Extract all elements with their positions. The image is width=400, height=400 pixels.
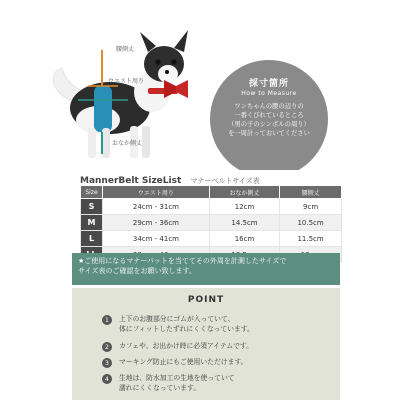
measure-line: を一周計っておいてください — [228, 130, 310, 138]
point-text — [119, 358, 332, 368]
point-item — [102, 342, 332, 352]
label-waist: ウエスト周り — [108, 78, 145, 85]
point-item — [102, 358, 332, 368]
point-number: 2 — [102, 342, 112, 352]
size-cell: L — [81, 231, 103, 247]
back-cell: 9cm — [280, 199, 342, 215]
measure-subtitle: How to Measure — [241, 90, 297, 97]
point-line: 上下のお腹部分にゴムが入っていて、 — [119, 315, 235, 323]
label-back-length: 腰側丈 — [116, 46, 135, 53]
note-line: サイズ表のご確認をお願い致します。 — [78, 267, 196, 276]
point-text — [119, 315, 332, 335]
size-cell: M — [81, 215, 103, 231]
back-cell: 11.5cm — [280, 231, 342, 247]
point-section — [72, 288, 340, 400]
point-number: 4 — [102, 374, 112, 384]
point-line: 体にフィットしたずれにくくなっています。 — [119, 324, 254, 333]
size-cell: S — [81, 199, 103, 215]
point-line: 生地は、防水加工の生地を使っていて — [119, 374, 235, 382]
point-text — [119, 342, 332, 352]
point-title: POINT — [187, 295, 225, 305]
belly-cell: 12cm — [209, 199, 279, 215]
note-line: ★ご使用になるマナーパットを当ててその外周を計測したサイズで — [78, 257, 287, 265]
table-row — [81, 199, 342, 215]
header-waist: ウエスト周り — [103, 186, 210, 199]
size-table-header — [81, 186, 342, 199]
point-line: カフェや、お出かけ時に必須アイテムです。 — [119, 342, 253, 350]
size-list-title: MannerBelt SizeList — [80, 176, 182, 186]
point-text — [119, 374, 332, 394]
table-row — [81, 231, 342, 247]
point-number: 3 — [102, 358, 112, 368]
measure-title: 採寸箇所 — [248, 79, 289, 89]
table-row — [81, 215, 342, 231]
belly-cell: 16cm — [209, 231, 279, 247]
point-number: 1 — [102, 315, 112, 325]
waist-cell: 34cm - 41cm — [103, 231, 210, 247]
size-list-heading — [80, 168, 260, 186]
measure-line: （男の子のシンボルの周り） — [228, 121, 310, 129]
measure-line: 一番くびれているところ — [234, 112, 304, 120]
header-back: 腰側丈 — [280, 186, 342, 199]
point-item — [102, 374, 332, 394]
size-list-title-jp: マナーベルトサイズ表 — [190, 177, 260, 185]
point-line: マーキング防止にもご使用いただけます。 — [119, 358, 248, 366]
point-line: 濡れにくくなっています。 — [119, 383, 201, 392]
waist-cell: 29cm - 36cm — [103, 215, 210, 231]
size-table — [80, 185, 342, 263]
waist-cell: 24cm - 31cm — [103, 199, 210, 215]
measure-line: ワンちゃんの腰の辺りの — [234, 103, 304, 110]
belly-cell: 14.5cm — [209, 215, 279, 231]
point-item — [102, 315, 332, 335]
header-size: Size — [81, 186, 103, 199]
label-belly-length: おなか側丈 — [112, 140, 143, 147]
hero-section — [0, 0, 400, 170]
back-cell: 10.5cm — [280, 215, 342, 231]
measurement-note — [72, 253, 340, 285]
measure-instructions — [224, 102, 314, 139]
header-belly: おなか側丈 — [209, 186, 279, 199]
how-to-measure-panel — [210, 60, 328, 170]
